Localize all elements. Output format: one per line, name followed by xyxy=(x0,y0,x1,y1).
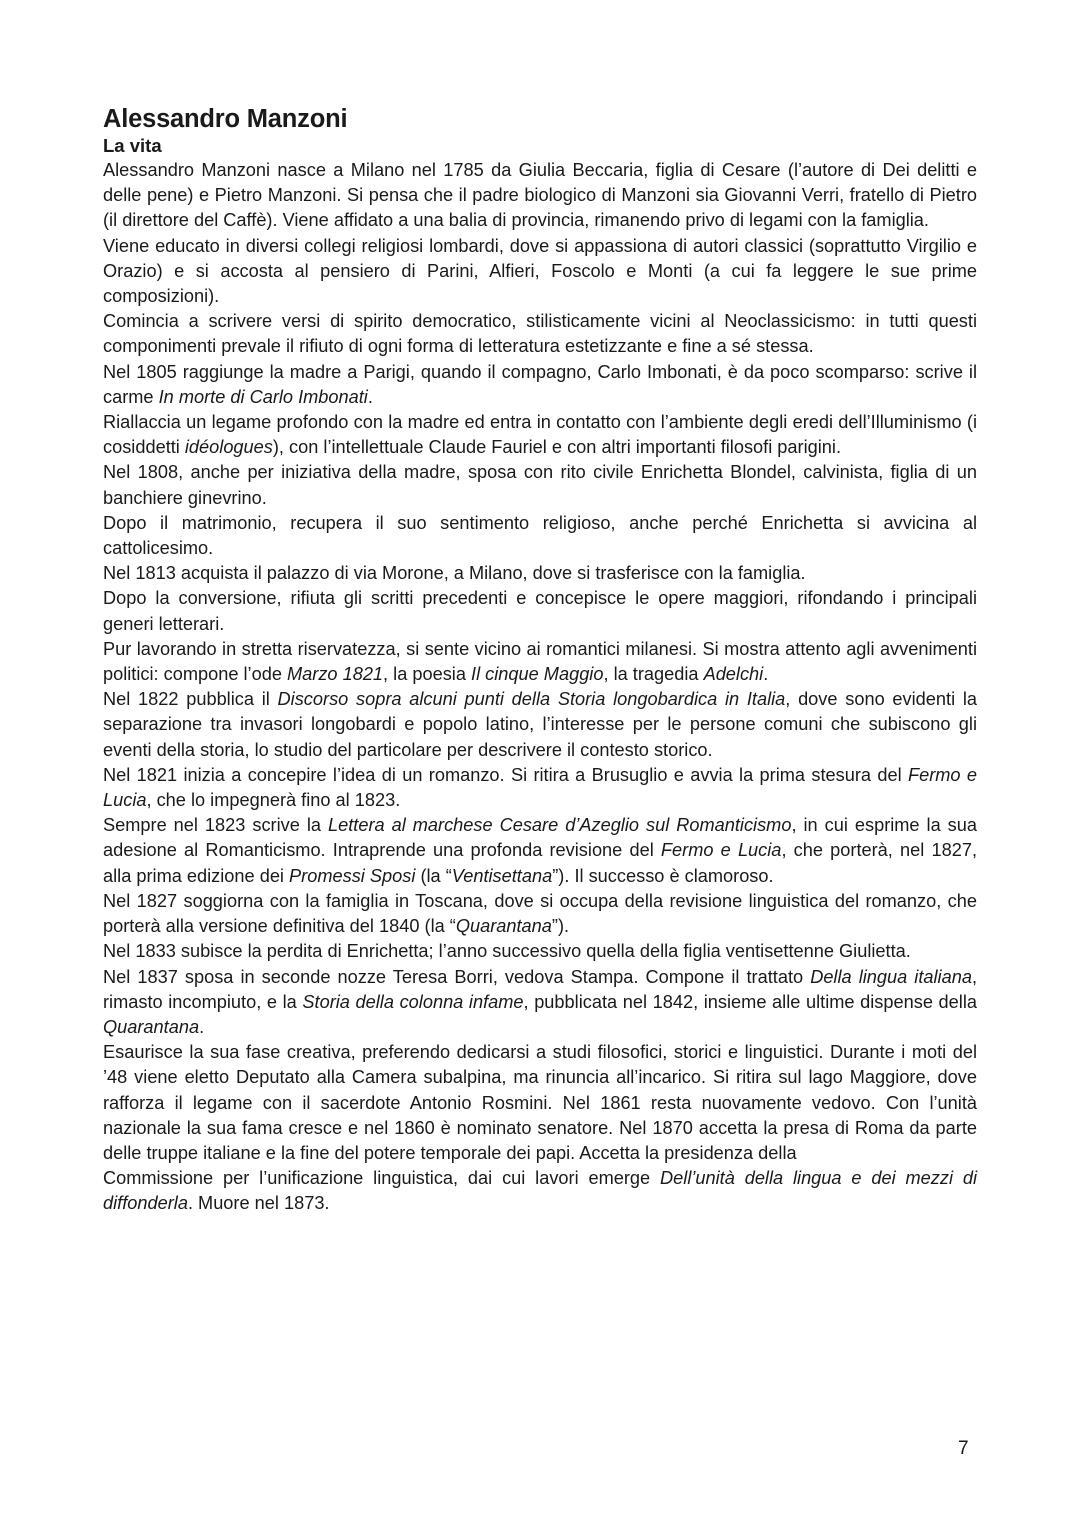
paragraph-text: , che porterà, nel 1827, alla prima edizione dei xyxy=(103,840,977,886)
paragraph-text: Viene educato in diversi collegi religiosi lombardi, dove si appassiona di autori classici (soprattutto Virgilio e Orazio) e si accosta al pensiero di Parini, Alfieri, Foscolo e Monti (a cui fa leggere le sue prime composizioni). xyxy=(103,235,977,307)
paragraph-text: Dopo la conversione, rifiuta gli scritti precedenti e concepisce le opere maggiori, rifondando i principali generi letterari. xyxy=(103,588,977,634)
italic-title-text: Ventisettana xyxy=(451,865,553,886)
paragraph-text: Pur lavorando in stretta riservatezza, si sente vicino ai romantici milanesi. Si mostra attento agli avvenimenti politici: compone l’ode xyxy=(103,638,977,685)
paragraph-text: Nel 1805 raggiunge la madre a Parigi, quando il compagno, Carlo Imbonati, è da poco scomparso: scrive il carme xyxy=(103,361,977,407)
italic-title-text: Lettera al marchese Cesare d’Azeglio sul Romanticismo xyxy=(328,815,792,836)
italic-title-text: Adelchi xyxy=(703,664,764,685)
paragraph xyxy=(103,763,977,813)
italic-title-text: Dell’unità della lingua e dei mezzi di diffonderla xyxy=(103,1168,977,1214)
paragraph xyxy=(103,511,977,561)
paragraph-text: . xyxy=(763,664,769,685)
paragraph-text: Nel 1821 inizia a concepire l’idea di un romanzo. Si ritira a Brusuglio e avvia la prima stesura del xyxy=(103,764,908,785)
italic-title-text: Il cinque Maggio xyxy=(471,664,604,685)
italic-title-text: In morte di Carlo Imbonati xyxy=(158,386,368,407)
italic-title-text: Della lingua italiana xyxy=(810,966,972,987)
italic-title-text: Discorso sopra alcuni punti della Storia longobardica in Italia xyxy=(277,689,786,710)
paragraph-text: Alessandro Manzoni nasce a Milano nel 1785 da Giulia Beccaria, figlia di Cesare (l’autore di Dei delitti e delle pene) e Pietro Manzoni. Si pensa che il padre biologico di Manzoni sia Giovanni Verri, fratello di Pietro (il direttore del Caffè). Viene affidato a una balia di provincia, rimanendo privo di legami con la famiglia. xyxy=(103,160,977,231)
paragraph-text: (la “ xyxy=(415,865,452,886)
paragraph-text: Esaurisce la sua fase creativa, preferendo dedicarsi a studi filosofici, storici e linguistici. Durante i moti del ’48 viene eletto Deputato alla Camera subalpina, ma rinuncia all’incarico. Si ritira sul lago Maggiore, dove rafforza il legame con il sacerdote Antonio Rosmini. Nel 1861 resta nuovamente vedovo. Con l’unità nazionale la sua fama cresce e nel 1860 è nominato senatore. Nel 1870 accetta la presa di Roma da parte delle truppe italiane e la fine del potere temporale dei papi. Accetta la presidenza della xyxy=(103,1042,977,1163)
italic-title-text: idéologues xyxy=(184,437,273,458)
paragraph-text: , che lo impegnerà fino al 1823. xyxy=(146,790,401,811)
italic-title-text: Quarantana xyxy=(103,1016,200,1037)
paragraph-text: . Muore nel 1873. xyxy=(187,1193,330,1214)
paragraph xyxy=(103,460,977,510)
paragraph-text: , la poesia xyxy=(383,664,472,685)
paragraph xyxy=(103,965,977,1041)
italic-title-text: Fermo e Lucia xyxy=(103,764,978,811)
paragraph xyxy=(103,939,977,964)
paragraph xyxy=(103,637,977,687)
paragraph-text: Nel 1808, anche per iniziativa della madre, sposa con rito civile Enrichetta Blondel, calvinista, figlia di un banchiere ginevrino. xyxy=(103,462,977,508)
paragraph-text: , pubblicata nel 1842, insieme alle ultime dispense della xyxy=(523,991,977,1012)
document-title: Alessandro Manzoni xyxy=(103,105,348,133)
page-number: 7 xyxy=(958,1438,969,1459)
paragraph-text: , dove sono evidenti la separazione tra invasori longobardi e popolo latino, l’interesse per le persone comuni che subiscono gli eventi della storia, lo studio del particolare per descrivere il contesto storico. xyxy=(103,689,977,760)
paragraph xyxy=(103,586,977,636)
paragraph-text: ”). Il successo è clamoroso. xyxy=(552,865,774,886)
paragraph-text: Commissione per l’unificazione linguistica, dai cui lavori emerge xyxy=(103,1168,661,1189)
paragraph-text: , la tragedia xyxy=(603,664,704,685)
paragraph-text: Riallaccia un legame profondo con la madre ed entra in contatto con l’ambiente degli eredi dell’Illuminismo (i cosiddetti xyxy=(103,412,977,458)
paragraph-text: Nel 1813 acquista il palazzo di via Morone, a Milano, dove si trasferisce con la famiglia. xyxy=(103,563,806,584)
paragraph-text: Nel 1827 soggiorna con la famiglia in Toscana, dove si occupa della revisione linguistica del romanzo, che porterà alla versione definitiva del 1840 (la “ xyxy=(103,890,977,937)
paragraph-text: Nel 1833 subisce la perdita di Enrichetta; l’anno successivo quella della figlia ventisettenne Giulietta. xyxy=(103,941,911,962)
paragraph-text: , in cui esprime la sua adesione al Romanticismo. Intraprende una profonda revisione del xyxy=(103,815,978,861)
paragraph-text: ), con l’intellettuale Claude Fauriel e con altri importanti filosofi parigini. xyxy=(272,437,842,458)
italic-title-text: Quarantana xyxy=(455,916,552,937)
italic-title-text: Fermo e Lucia xyxy=(660,840,782,861)
paragraph-text: . xyxy=(199,1016,205,1037)
paragraph-text: , rimasto incompiuto, e la xyxy=(103,966,977,1012)
paragraph xyxy=(103,1166,977,1216)
paragraph xyxy=(103,813,977,889)
paragraph xyxy=(103,309,977,359)
paragraph-text: Sempre nel 1823 scrive la xyxy=(103,815,328,836)
paragraph-text: Dopo il matrimonio, recupera il suo sentimento religioso, anche perché Enrichetta si avvicina al cattolicesimo. xyxy=(103,512,977,559)
paragraph-text: Nel 1837 sposa in seconde nozze Teresa Borri, vedova Stampa. Compone il trattato xyxy=(103,966,811,987)
paragraph xyxy=(103,234,977,310)
paragraph xyxy=(103,360,977,410)
italic-title-text: Storia della colonna infame xyxy=(302,991,524,1012)
paragraph-text: Nel 1822 pubblica il xyxy=(103,689,278,710)
body-text xyxy=(103,158,977,1217)
paragraph xyxy=(103,158,977,234)
paragraph xyxy=(103,687,977,763)
paragraph xyxy=(103,561,977,586)
section-title: La vita xyxy=(103,135,162,156)
paragraph-text: Comincia a scrivere versi di spirito democratico, stilisticamente vicini al Neoclassicismo: in tutti questi componimenti prevale il rifiuto di ogni forma di letteratura estetizzante e fine a sé stessa. xyxy=(103,311,977,357)
paragraph-text: . xyxy=(367,386,373,407)
italic-title-text: Promessi Sposi xyxy=(289,865,416,886)
italic-title-text: Marzo 1821 xyxy=(287,664,384,685)
paragraph-text: ”). xyxy=(551,916,570,937)
page-content xyxy=(103,104,977,1217)
paragraph xyxy=(103,889,977,939)
paragraph xyxy=(103,1040,977,1166)
paragraph xyxy=(103,410,977,460)
